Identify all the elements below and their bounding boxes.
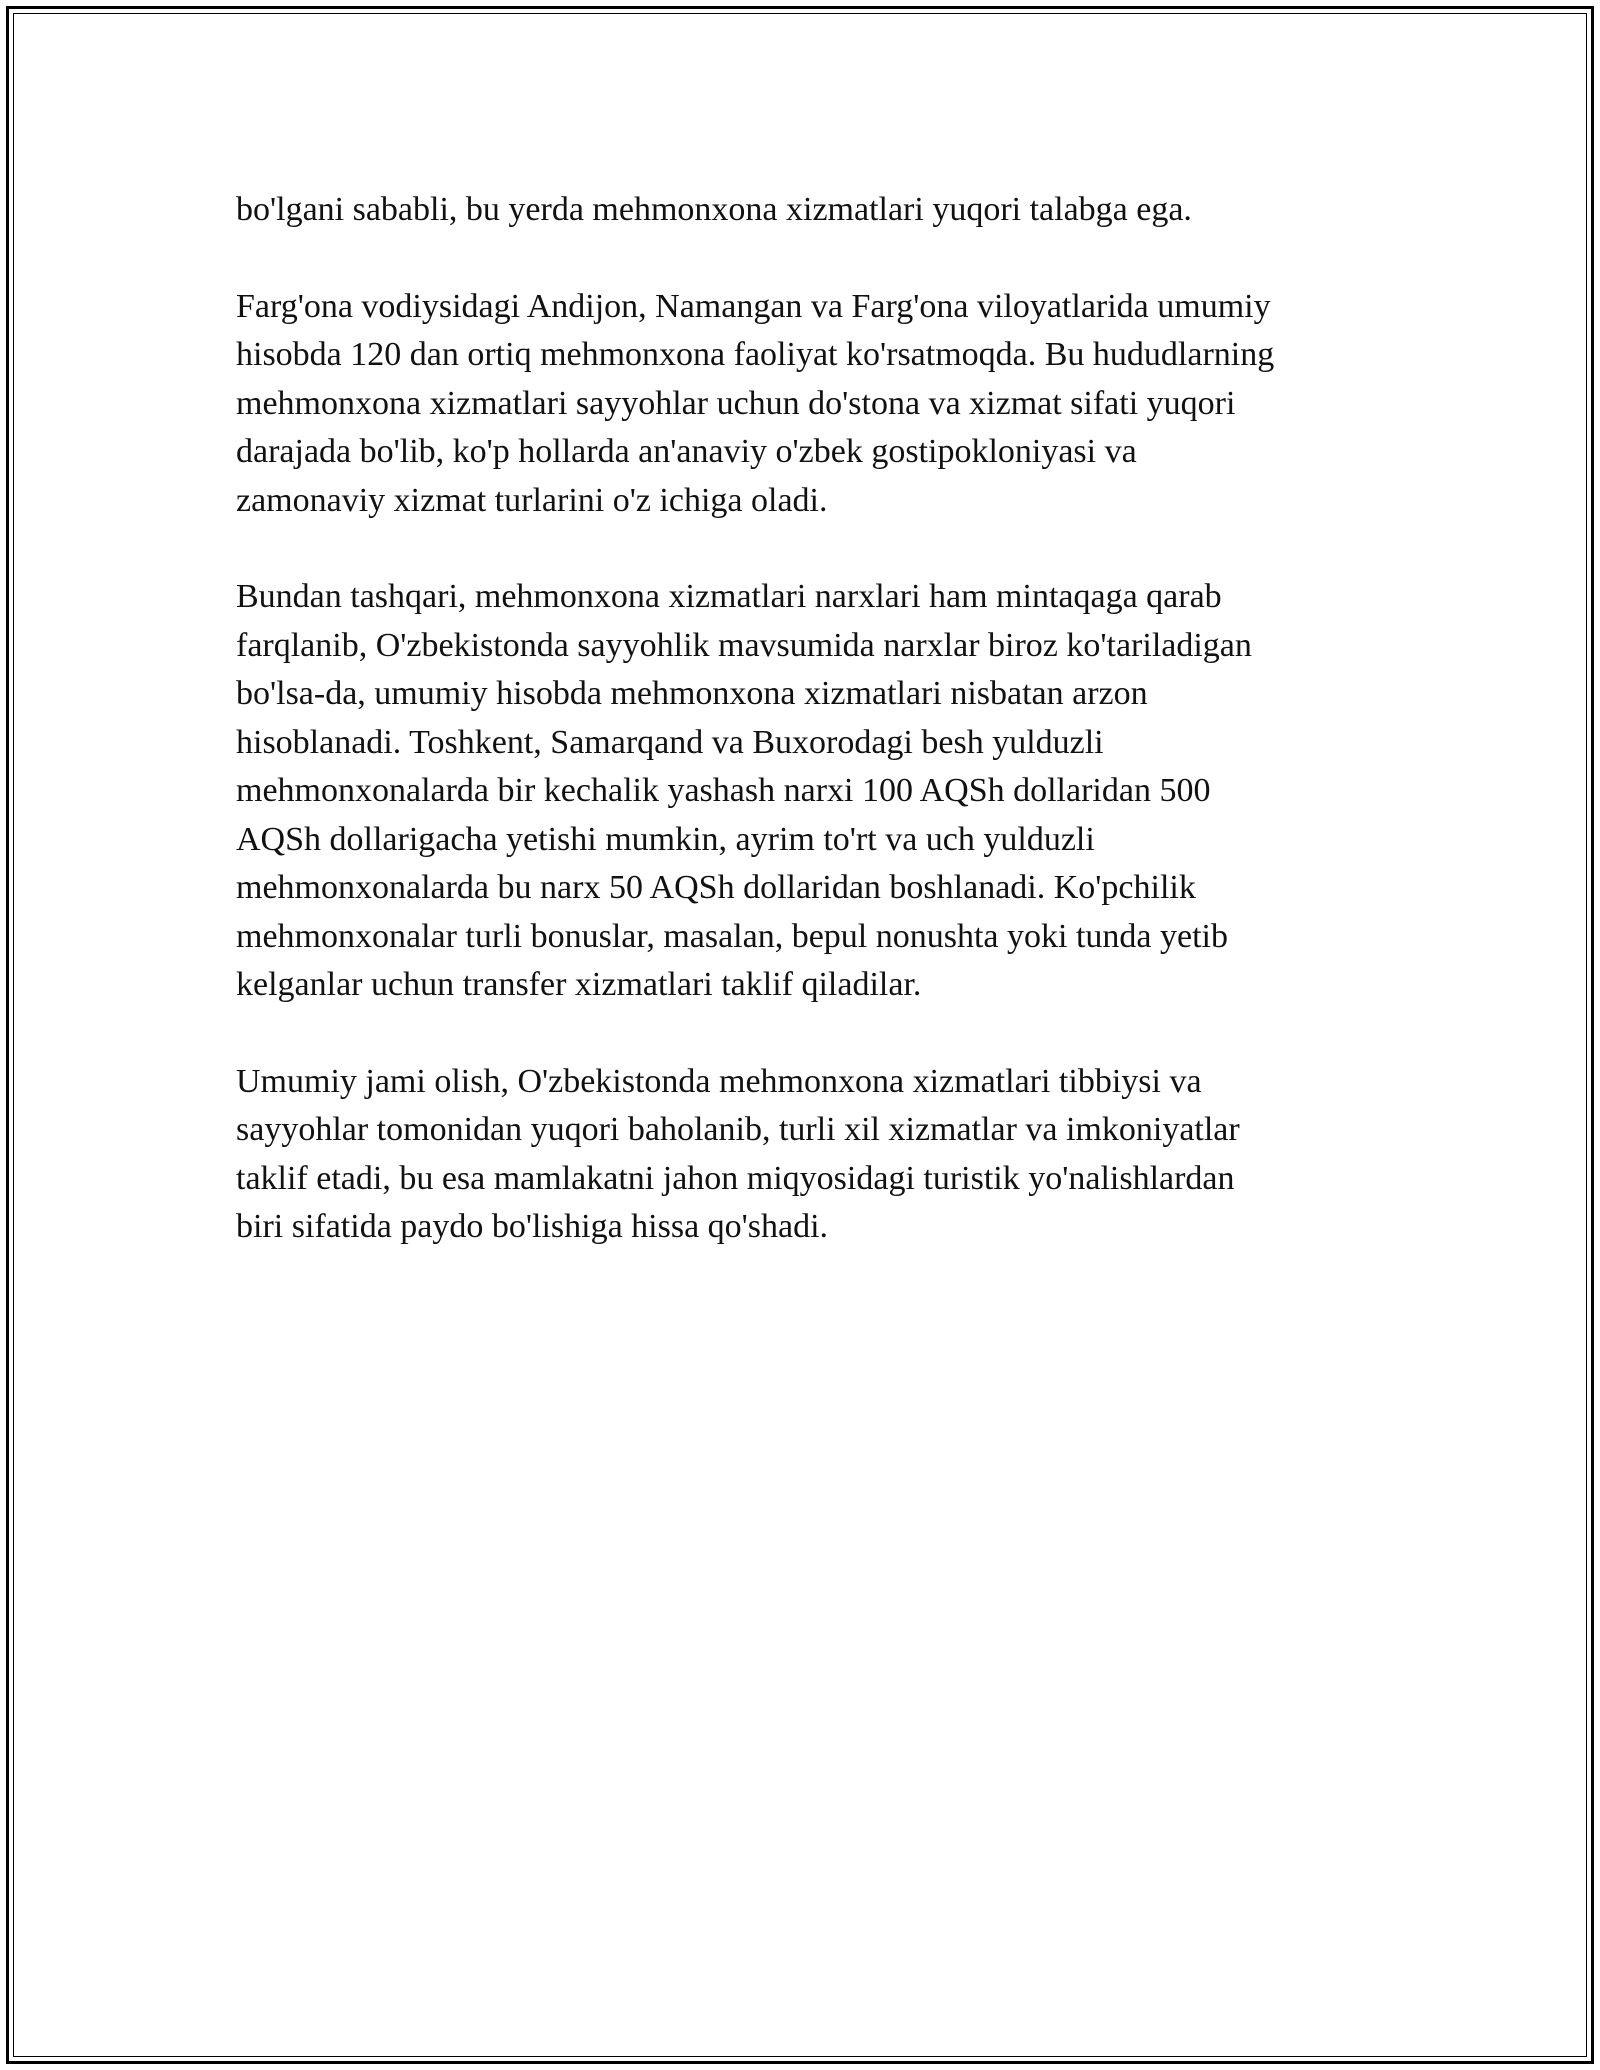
text-line: mehmonxona xizmatlari sayyohlar uchun do'stona va xizmat sifati yuqori <box>236 384 1236 422</box>
text-line: taklif etadi, bu esa mamlakatni jahon miqyosidagi turistik yo'nalishlardan <box>236 1159 1235 1197</box>
text-line: bo'lgani sababli, bu yerda mehmonxona xizmatlari yuqori talabga ega. <box>236 191 1192 228</box>
paragraph-4 <box>236 1058 1366 1252</box>
text-line: mehmonxonalarda bu narx 50 AQSh dollaridan boshlanadi. Ko'pchilik <box>236 869 1196 906</box>
text-line: bo'lsa-da, umumiy hisobda mehmonxona xizmatlari nisbatan arzon <box>236 675 1148 712</box>
text-line: hisoblanadi. Toshkent, Samarqand va Buxorodagi besh yulduzli <box>236 723 1104 761</box>
text-line: farqlanib, O'zbekistonda sayyohlik mavsumida narxlar biroz ko'tariladigan <box>236 626 1252 664</box>
document-body <box>236 186 1366 1300</box>
text-line: Bundan tashqari, mehmonxona xizmatlari narxlari ham mintaqaga qarab <box>236 578 1222 615</box>
text-line: zamonaviy xizmat turlarini o'z ichiga oladi. <box>236 481 828 519</box>
paragraph-3 <box>236 573 1366 1010</box>
text-line: mehmonxonalarda bir kechalik yashash narxi 100 AQSh dollaridan 500 <box>236 772 1211 809</box>
text-line: Umumiy jami olish, O'zbekistonda mehmonxona xizmatlari tibbiysi va <box>236 1062 1202 1100</box>
text-line: darajada bo'lib, ko'p hollarda an'anaviy o'zbek gostipokloniyasi va <box>236 433 1137 470</box>
text-line: Farg'ona vodiysidagi Andijon, Namangan va Farg'ona viloyatlarida umumiy <box>236 287 1271 325</box>
paragraph-2 <box>236 283 1366 526</box>
text-line: AQSh dollarigacha yetishi mumkin, ayrim to'rt va uch yulduzli <box>236 820 1095 858</box>
text-line: sayyohlar tomonidan yuqori baholanib, turli xil xizmatlar va imkoniyatlar <box>236 1111 1240 1148</box>
text-line: kelganlar uchun transfer xizmatlari taklif qiladilar. <box>236 966 922 1003</box>
paragraph-1 <box>236 186 1366 235</box>
text-line: mehmonxonalar turli bonuslar, masalan, bepul nonushta yoki tunda yetib <box>236 917 1228 955</box>
text-line: hisobda 120 dan ortiq mehmonxona faoliyat ko'rsatmoqda. Bu hududlarning <box>236 336 1275 373</box>
text-line: biri sifatida paydo bo'lishiga hissa qo'shadi. <box>236 1208 829 1245</box>
